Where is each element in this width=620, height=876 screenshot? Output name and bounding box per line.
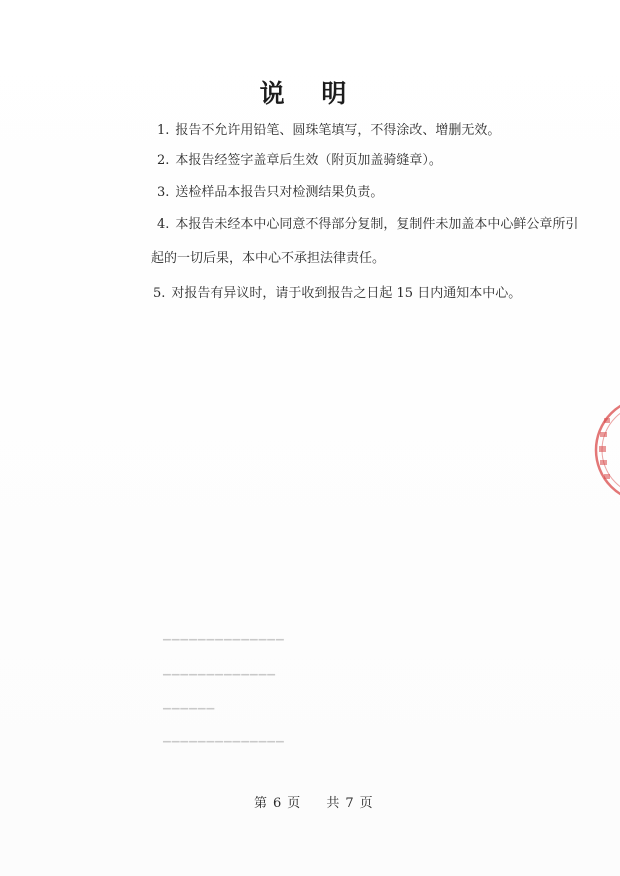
page-footer — [254, 792, 379, 811]
note-text: 本报告经签字盖章后生效（附页加盖骑缝章）。 — [175, 153, 442, 168]
note-text: 本报告未经本中心同意不得部分复制，复制件未加盖本中心鲜公章所引 — [175, 217, 579, 232]
show-through-line: ▁▁▁▁▁▁▁▁▁▁▁▁▁▁ — [163, 630, 285, 641]
note-item-3 — [157, 185, 383, 201]
note-item-1 — [157, 123, 500, 139]
note-text: 对报告有异议时，请于收到报告之日起 15 日内通知本中心。 — [171, 286, 522, 301]
note-number: 2. — [157, 153, 170, 168]
document-title: 说 明 — [259, 79, 361, 108]
show-through-line: ▁▁▁▁▁▁▁▁▁▁▁▁▁ — [163, 665, 276, 676]
note-item-2 — [157, 153, 442, 169]
seal-stamp-edge — [588, 390, 620, 510]
page-number: 6 — [273, 796, 282, 811]
note-number: 3. — [157, 185, 170, 200]
note-text: 报告不允许用铅笔、圆珠笔填写，不得涂改、增删无效。 — [175, 123, 501, 138]
page-label-suffix: 页 — [287, 796, 301, 811]
note-item-4 — [157, 217, 578, 233]
note-number: 4. — [157, 217, 170, 232]
note-number: 1. — [157, 123, 170, 138]
note-number: 5. — [153, 286, 166, 301]
note-item-4-continuation: 起的一切后果，本中心不承担法律责任。 — [151, 251, 386, 266]
page-label-prefix: 第 — [254, 796, 268, 811]
total-label-prefix: 共 — [326, 796, 340, 811]
note-text: 送检样品本报告只对检测结果负责。 — [175, 185, 384, 200]
total-label-suffix: 页 — [359, 796, 373, 811]
total-pages: 7 — [345, 796, 354, 811]
note-item-5 — [153, 286, 521, 302]
show-through-line: ▁▁▁▁▁▁▁▁▁▁▁▁▁▁ — [163, 732, 285, 743]
show-through-line: ▁▁▁▁▁▁ — [163, 699, 216, 710]
